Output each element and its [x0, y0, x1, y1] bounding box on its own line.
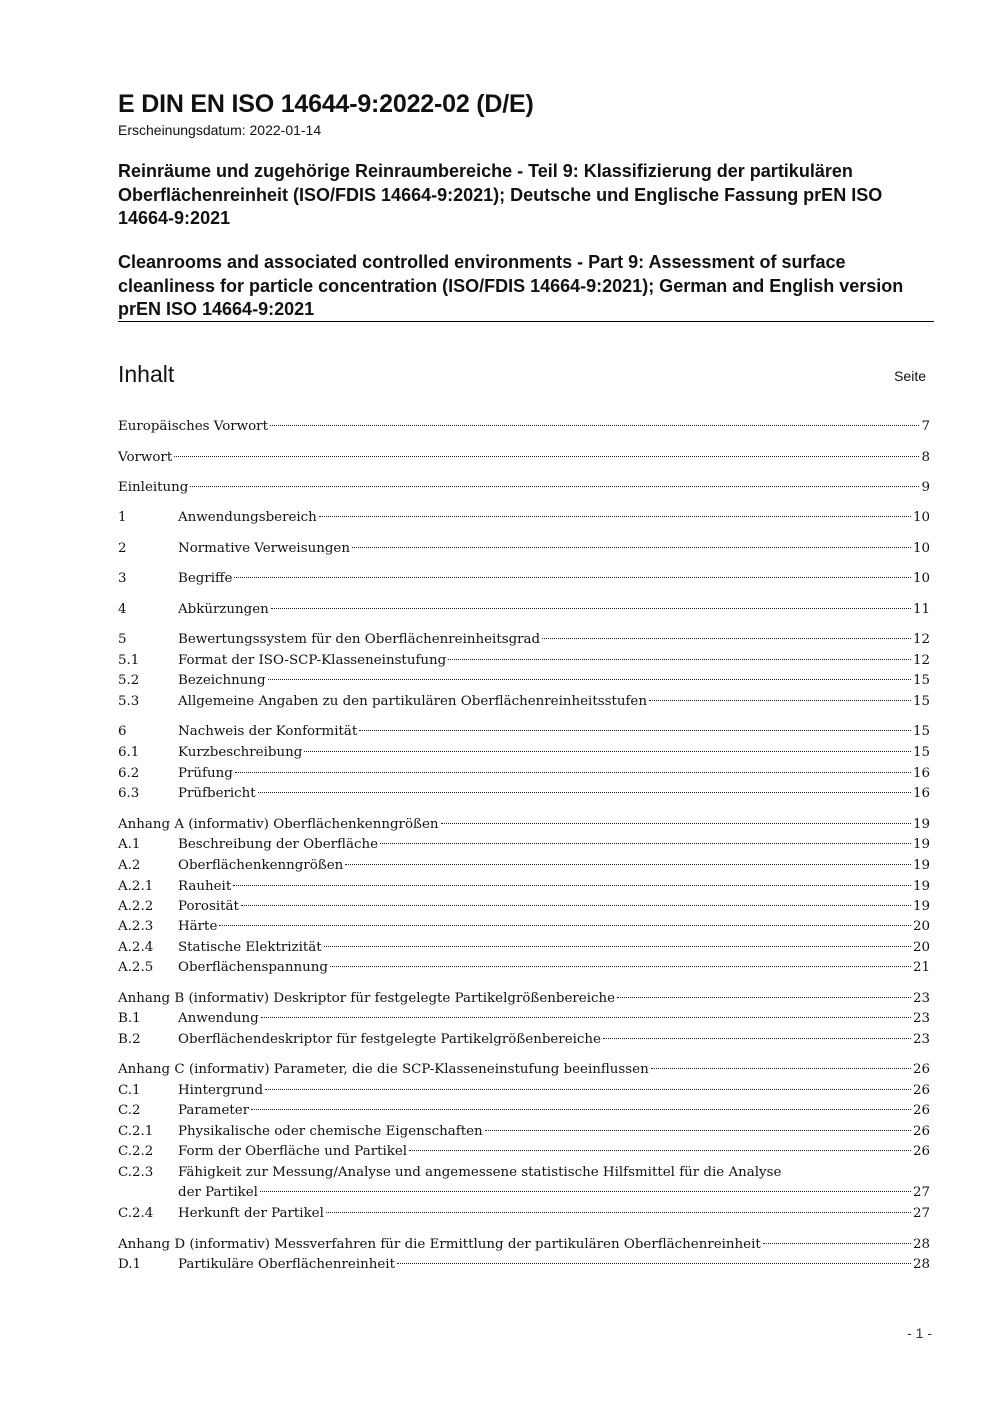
dot-leader: [326, 1212, 911, 1213]
toc-entry[interactable]: [118, 600, 930, 620]
toc-entry-title: Begriffe: [178, 571, 233, 586]
toc-entry-number: A.2.1: [118, 879, 154, 894]
dot-leader: [270, 425, 920, 426]
toc-entry-page: 12: [912, 653, 930, 668]
toc-entry[interactable]: [118, 1009, 930, 1029]
toc-entry[interactable]: [118, 958, 930, 978]
dot-leader: [235, 772, 911, 773]
toc-entry-number: 5.1: [118, 653, 140, 668]
toc-entry[interactable]: [118, 938, 930, 958]
dot-leader: [268, 679, 911, 680]
toc-entry[interactable]: [118, 722, 930, 742]
toc-entry-number: 2: [118, 541, 127, 556]
dot-leader: [397, 1263, 911, 1264]
dot-leader: [233, 885, 911, 886]
toc-entry-annex[interactable]: [118, 989, 930, 1009]
toc-entry-title: Anwendung: [178, 1011, 259, 1026]
title-english: Cleanrooms and associated controlled environments - Part 9: Assessment of surface cleanliness for particle concentration (ISO/FDIS 14664-9:2021); German and English version prEN ISO 14664-9:2021: [118, 252, 904, 319]
toc-entry-title: Anhang C (informativ) Parameter, die die SCP-Klasseneinstufung beeinflussen: [118, 1062, 649, 1077]
toc-entry-number: 4: [118, 602, 127, 617]
dot-leader: [241, 905, 911, 906]
dot-leader: [542, 638, 911, 639]
dot-leader: [763, 1243, 911, 1244]
toc-entry-title: Format der ISO-SCP-Klasseneinstufung: [178, 653, 447, 668]
dot-leader: [219, 925, 911, 926]
dot-leader: [271, 608, 911, 609]
page-number: - 1 -: [907, 1325, 932, 1341]
toc-entry[interactable]: [118, 835, 930, 855]
toc-entry-title: Herkunft der Partikel: [178, 1206, 324, 1221]
toc-entry[interactable]: [118, 1142, 930, 1162]
toc-entry-number: 6.3: [118, 786, 140, 801]
toc-entry-title: Statische Elektrizität: [178, 940, 322, 955]
toc-entry[interactable]: [118, 417, 930, 437]
toc-entry-number: 6.2: [118, 766, 140, 781]
toc-entry-page: 10: [912, 510, 930, 525]
dot-leader: [304, 751, 911, 752]
title-german: Reinräume und zugehörige Reinraumbereiche - Teil 9: Klassifizierung der partikulären Oberflächenreinheit (ISO/FDIS 14664-9:2021); Deutsche und Englische Fassung prEN ISO 14664-9:2021: [118, 161, 883, 228]
toc-entry-title-line1: Fähigkeit zur Messung/Analyse und angemessene statistische Hilfsmittel für die Analyse: [178, 1165, 782, 1180]
dot-leader: [409, 1150, 911, 1151]
dot-leader: [380, 843, 911, 844]
toc-entry-title: Oberflächenkenngrößen: [178, 858, 344, 873]
dot-leader: [234, 577, 910, 578]
toc-entry-page: 19: [912, 879, 930, 894]
dot-leader: [603, 1038, 911, 1039]
toc-entry-page: 26: [912, 1083, 930, 1098]
toc-entry[interactable]: [118, 784, 930, 804]
toc-entry[interactable]: [118, 569, 930, 589]
dot-leader: [251, 1109, 911, 1110]
toc-entry-page: 11: [912, 602, 930, 617]
toc-entry[interactable]: [118, 630, 930, 650]
toc-entry-page: 23: [912, 991, 930, 1006]
dot-leader: [448, 659, 911, 660]
toc-entry-page: 20: [912, 940, 930, 955]
document-identifier: E DIN EN ISO 14644-9:2022-02 (D/E): [118, 90, 534, 118]
toc-entry-number: D.1: [118, 1257, 142, 1272]
toc-entry-number: B.2: [118, 1032, 141, 1047]
toc-entry[interactable]: [118, 897, 930, 917]
toc-entry-page: 7: [921, 419, 930, 434]
toc-entry-number: A.2: [118, 858, 141, 873]
dot-leader: [258, 792, 911, 793]
toc-entry[interactable]: [118, 1101, 930, 1121]
dot-leader: [261, 1017, 911, 1018]
toc-entry-title-line2: der Partikel: [178, 1185, 258, 1200]
toc-entry[interactable]: [118, 539, 930, 559]
toc-entry-title: Parameter: [178, 1103, 250, 1118]
toc-entry[interactable]: [118, 917, 930, 937]
toc-entry-title: Oberflächendeskriptor für festgelegte Partikelgrößenbereiche: [178, 1032, 601, 1047]
toc-entry-page: 19: [912, 837, 930, 852]
toc-entry[interactable]: [118, 877, 930, 897]
dot-leader: [260, 1191, 911, 1192]
dot-leader: [174, 456, 919, 457]
toc-entry[interactable]: [118, 478, 930, 498]
toc-entry-number: 5.2: [118, 673, 140, 688]
dot-leader: [651, 1068, 911, 1069]
toc-entry-page: 8: [921, 450, 930, 465]
toc-heading: Inhalt: [118, 361, 175, 387]
toc-entry-page: 26: [912, 1062, 930, 1077]
toc-entry[interactable]: [118, 651, 930, 671]
toc-entry-annex[interactable]: [118, 1235, 930, 1255]
toc-entry-number: 1: [118, 510, 127, 525]
toc-entry-title: Beschreibung der Oberfläche: [178, 837, 379, 852]
toc-entry-page: 10: [912, 541, 930, 556]
toc-entry-page: 19: [912, 858, 930, 873]
dot-leader: [649, 700, 911, 701]
toc-entry-page: 20: [912, 919, 930, 934]
toc-entry-title: Anhang A (informativ) Oberflächenkenngrößen: [118, 817, 439, 832]
toc-entry-page: 16: [912, 766, 930, 781]
toc-entry-title: Anhang B (informativ) Deskriptor für festgelegte Partikelgrößenbereiche: [118, 991, 616, 1006]
toc-entry[interactable]: [118, 692, 930, 712]
toc-entry-page: 27: [912, 1206, 930, 1221]
toc-entry-number: C.1: [118, 1083, 141, 1098]
toc-entry[interactable]: [118, 508, 930, 528]
toc-entry-title: Anhang D (informativ) Messverfahren für die Ermittlung der partikulären Oberflächenreinheit: [118, 1237, 761, 1252]
dot-leader: [441, 823, 911, 824]
toc-entry-page: 28: [912, 1237, 930, 1252]
dot-leader: [319, 516, 911, 517]
toc-entry-title: Prüfbericht: [178, 786, 256, 801]
toc-entry-number: 5: [118, 632, 127, 647]
dot-leader: [324, 946, 911, 947]
toc-entry-number: C.2.4: [118, 1206, 154, 1221]
toc-entry-number: A.2.5: [118, 960, 154, 975]
toc-entry-page: 15: [912, 745, 930, 760]
toc-entry-page: 28: [912, 1257, 930, 1272]
dot-leader: [345, 864, 911, 865]
toc-entry-number: C.2.2: [118, 1144, 154, 1159]
toc-entry[interactable]: [118, 1163, 930, 1203]
toc-entry[interactable]: [118, 1030, 930, 1050]
table-of-contents: [118, 0, 930, 1403]
toc-entry-title: Kurzbeschreibung: [178, 745, 303, 760]
toc-entry-title: Form der Oberfläche und Partikel: [178, 1144, 408, 1159]
toc-entry-title: Härte: [178, 919, 218, 934]
toc-entry-page: 23: [912, 1032, 930, 1047]
toc-entry-title: Einleitung: [118, 480, 189, 495]
toc-entry-title: Abkürzungen: [178, 602, 269, 617]
toc-entry-number: 6.1: [118, 745, 140, 760]
dot-leader: [485, 1130, 911, 1131]
toc-entry-page: 26: [912, 1144, 930, 1159]
toc-entry-title: Nachweis der Konformität: [178, 724, 358, 739]
toc-entry-page: 27: [912, 1185, 930, 1200]
toc-entry-number: B.1: [118, 1011, 141, 1026]
dot-leader: [617, 997, 911, 998]
toc-entry-number: 6: [118, 724, 127, 739]
toc-entry-page: 15: [912, 724, 930, 739]
toc-entry-number: A.2.3: [118, 919, 154, 934]
toc-entry-page: 15: [912, 673, 930, 688]
toc-entry-page: 19: [912, 817, 930, 832]
toc-entry-page: 15: [912, 694, 930, 709]
toc-entry-page: 23: [912, 1011, 930, 1026]
toc-entry-page: 26: [912, 1124, 930, 1139]
toc-entry-title: Porosität: [178, 899, 239, 914]
toc-entry-title: Normative Verweisungen: [178, 541, 350, 556]
toc-entry-page: 12: [912, 632, 930, 647]
toc-entry-number: A.2.2: [118, 899, 154, 914]
toc-entry-number: C.2.3: [118, 1165, 154, 1180]
toc-entry-page: 10: [912, 571, 930, 586]
dot-leader: [352, 547, 911, 548]
toc-entry-page: 21: [912, 960, 930, 975]
toc-entry[interactable]: [118, 743, 930, 763]
toc-entry[interactable]: [118, 1204, 930, 1224]
toc-entry-title: Bezeichnung: [178, 673, 266, 688]
toc-page-column-label: Seite: [894, 368, 926, 384]
toc-entry[interactable]: [118, 856, 930, 876]
toc-entry[interactable]: [118, 1255, 930, 1275]
toc-entry-title: Hintergrund: [178, 1083, 264, 1098]
publication-date: Erscheinungsdatum: 2022-01-14: [118, 122, 322, 138]
dot-leader: [265, 1089, 911, 1090]
toc-entry-title: Partikuläre Oberflächenreinheit: [178, 1257, 395, 1272]
toc-entry-title: Rauheit: [178, 879, 232, 894]
toc-entry-title: Oberflächenspannung: [178, 960, 328, 975]
toc-entry-number: 5.3: [118, 694, 140, 709]
toc-entry-number: 3: [118, 571, 127, 586]
toc-entry-number: A.1: [118, 837, 141, 852]
toc-entry-title: Prüfung: [178, 766, 233, 781]
toc-entry-title: Physikalische oder chemische Eigenschaften: [178, 1124, 483, 1139]
toc-entry[interactable]: [118, 671, 930, 691]
dot-leader: [359, 730, 911, 731]
toc-entry-page: 19: [912, 899, 930, 914]
toc-entry-title: Vorwort: [118, 450, 173, 465]
toc-entry-title: Allgemeine Angaben zu den partikulären Oberflächenreinheitsstufen: [178, 694, 647, 709]
toc-entry[interactable]: [118, 1081, 930, 1101]
toc-entry-annex[interactable]: [118, 1060, 930, 1080]
toc-entry-page: 16: [912, 786, 930, 801]
toc-entry-number: A.2.4: [118, 940, 154, 955]
toc-entry-number: C.2: [118, 1103, 141, 1118]
toc-entry[interactable]: [118, 764, 930, 784]
toc-entry-title: Bewertungssystem für den Oberflächenreinheitsgrad: [178, 632, 541, 647]
toc-entry-number: C.2.1: [118, 1124, 154, 1139]
toc-entry-title: Anwendungsbereich: [178, 510, 317, 525]
toc-entry-page: 9: [921, 480, 930, 495]
dot-leader: [190, 486, 919, 487]
toc-entry-annex[interactable]: [118, 815, 930, 835]
toc-entry[interactable]: [118, 1122, 930, 1142]
dot-leader: [330, 966, 911, 967]
toc-entry-title: Europäisches Vorwort: [118, 419, 268, 434]
toc-entry-page: 26: [912, 1103, 930, 1118]
toc-entry[interactable]: [118, 448, 930, 468]
